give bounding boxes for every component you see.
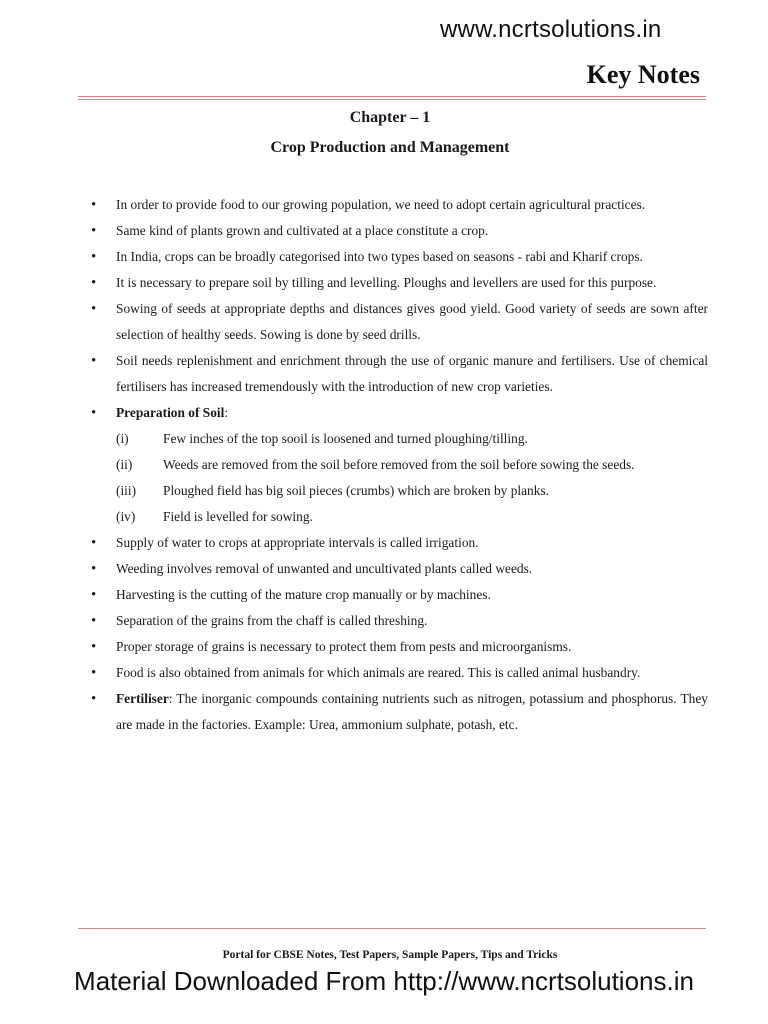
key-notes-label: Key Notes: [586, 60, 700, 89]
site-url-header: www.ncrtsolutions.in: [440, 16, 662, 43]
sub-item-text: Field is levelled for sowing.: [163, 509, 313, 524]
list-item: • Weeding involves removal of unwanted and uncultivated plants called weeds.: [88, 556, 708, 582]
sub-item-number: (i): [116, 431, 129, 446]
fertiliser-text: : The inorganic compounds containing nutrients such as nitrogen, potassium and phosphorus. They are made in the factories. Example: Urea, ammonium sulphate, potash, etc.: [116, 691, 708, 732]
list-item: • Food is also obtained from animals for which animals are reared. This is called animal husbandry.: [88, 660, 708, 686]
sub-item-number: (ii): [116, 457, 133, 472]
list-item: • Supply of water to crops at appropriate intervals is called irrigation.: [88, 530, 708, 556]
footer-divider: [78, 928, 706, 929]
footer-download-text: Material Downloaded From http://www.ncrtsolutions.in: [74, 966, 694, 996]
list-item: • In India, crops can be broadly categorised into two types based on seasons - rabi and Kharif crops.: [88, 244, 708, 270]
list-item: • Harvesting is the cutting of the mature crop manually or by machines.: [88, 582, 708, 608]
sub-item-text: Weeds are removed from the soil before removed from the soil before sowing the seeds.: [163, 457, 635, 472]
list-item-fertiliser: [88, 686, 708, 738]
list-item: • Soil needs replenishment and enrichment through the use of organic manure and fertilisers. Use of chemical fertilisers has increased tremendously with the introduction of new crop varieties.: [88, 348, 708, 400]
list-item: • Separation of the grains from the chaff is called threshing.: [88, 608, 708, 634]
soil-prep-colon: :: [224, 405, 229, 420]
bullet-list: [88, 192, 708, 738]
soil-prep-heading: Preparation of Soil: [116, 405, 225, 420]
list-item: • In order to provide food to our growing population, we need to adopt certain agricultural practices.: [88, 192, 708, 218]
sub-item-number: (iii): [116, 483, 137, 498]
sub-list-item: [116, 426, 708, 452]
notes-body: [88, 192, 708, 738]
sub-list-item: [116, 478, 708, 504]
list-item: • It is necessary to prepare soil by tilling and levelling. Ploughs and levellers are used for this purpose.: [88, 270, 708, 296]
sub-item-text: Few inches of the top sooil is loosened and turned ploughing/tilling.: [163, 431, 528, 446]
soil-prep-steps: [116, 426, 708, 530]
list-item: • Same kind of plants grown and cultivated at a place constitute a crop.: [88, 218, 708, 244]
sub-item-number: (iv): [116, 509, 136, 524]
header-divider: [78, 96, 706, 100]
page-title: Crop Production and Management: [270, 139, 510, 156]
list-item-soil-prep: [88, 400, 708, 530]
list-item: • Proper storage of grains is necessary to protect them from pests and microorganisms.: [88, 634, 708, 660]
fertiliser-heading: Fertiliser: [116, 691, 169, 706]
sub-list-item: [116, 452, 708, 478]
sub-list-item: [116, 504, 708, 530]
list-item: • Sowing of seeds at appropriate depths and distances gives good yield. Good variety of seeds are sown after selection of healthy seeds. Sowing is done by seed drills.: [88, 296, 708, 348]
footer-portal-text: Portal for CBSE Notes, Test Papers, Sample Papers, Tips and Tricks: [222, 949, 558, 961]
sub-item-text: Ploughed field has big soil pieces (crumbs) which are broken by planks.: [163, 483, 550, 498]
chapter-heading: Chapter – 1: [349, 109, 431, 126]
